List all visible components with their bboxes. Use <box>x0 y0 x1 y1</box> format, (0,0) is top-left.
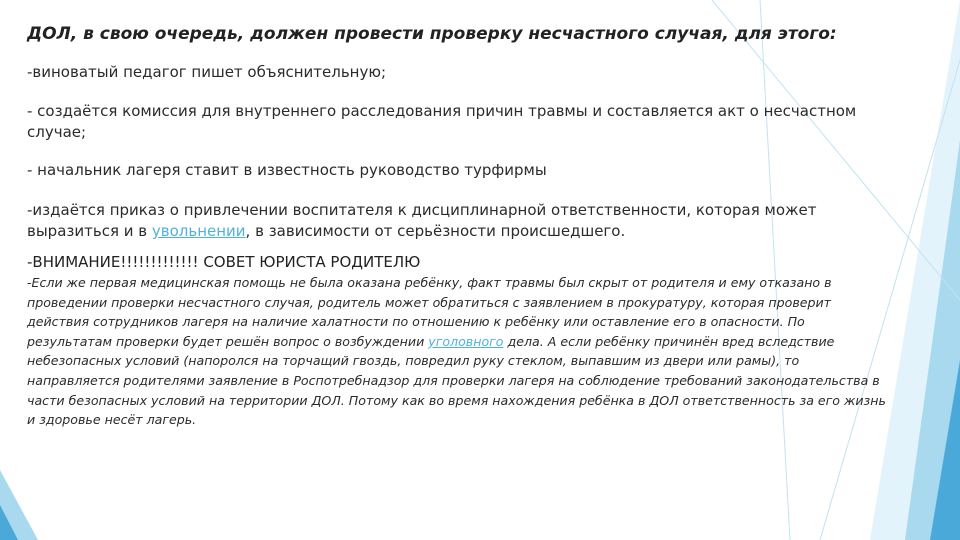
slide-heading: ДОЛ, в свою очередь, должен провести проверку несчастного случая, для этого: <box>27 24 837 44</box>
dismissal-link[interactable]: увольнении <box>151 222 246 240</box>
advice-text-start: -Если же первая медицинская помощь не была оказана ребёнку, факт травмы был скрыт от родителя и ему отказано в проведении проверки несчастного случая, родитель может обратиться с заявлением в прокуратуру, которая проверит действия сотрудников лагеря на наличие халатности по отношению к ребёнку или оставление его в опасности. По результатам проверки будет решён вопрос о возбуждении <box>27 275 832 349</box>
criminal-case-link[interactable]: уголовного <box>428 333 504 349</box>
list-item-disciplinary-order <box>27 200 883 242</box>
disciplinary-text-start: -издаётся приказ о привлечении воспитателя к дисциплинарной ответственности, которая может выразиться и в <box>27 201 817 240</box>
list-item-explanatory-note: -виноватый педагог пишет объяснительную; <box>27 63 387 81</box>
left-triangle-decoration <box>0 470 38 540</box>
list-item-commission: - создаётся комиссия для внутреннего расследования причин травмы и составляется акт о несчастном случае; <box>27 102 857 141</box>
lawyer-advice-text <box>27 273 887 430</box>
list-item-notify-agency: - начальник лагеря ставит в известность руководство турфирмы <box>27 161 547 179</box>
disciplinary-text-end: , в зависимости от серьёзности происшедшего. <box>245 222 626 240</box>
lawyer-advice-heading: -ВНИМАНИЕ!!!!!!!!!!!!! СОВЕТ ЮРИСТА РОДИТЕЛЮ <box>27 253 421 271</box>
advice-text-end: дела. А если ребёнку причинён вред вследствие небезопасных условий (напоролся на торчащий гвоздь, повредил руку стеклом, выпавшим из двери или рамы), то направляется родителями заявление в Роспотребнадзор для проверки лагеря на соблюдение требований законодательства в части безопасных условий на территории ДОЛ. Потому как во время нахождения ребёнка в ДОЛ ответственность за его жизнь и здоровье несёт лагерь. <box>27 333 886 428</box>
slide-content <box>27 22 886 430</box>
